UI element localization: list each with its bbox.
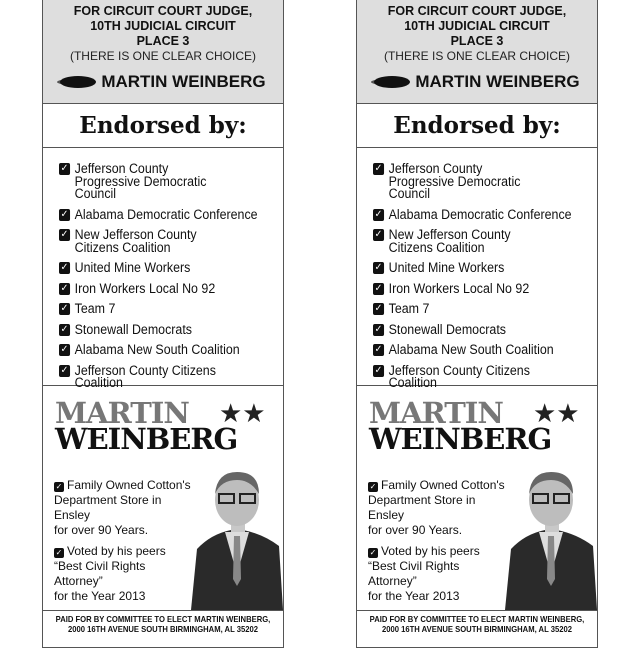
point-line: “Best Civil Rights Attorney” xyxy=(54,559,146,588)
header-line: FOR CIRCUIT COURT JUDGE, xyxy=(73,4,253,18)
checkbox-icon: ✓ xyxy=(60,303,69,314)
checkbox-icon: ✓ xyxy=(369,482,377,491)
point-line: for the Year 2013 xyxy=(54,589,146,603)
list-item xyxy=(59,280,265,296)
stars-icon: ★★ xyxy=(219,398,266,428)
header-line: PLACE 3 xyxy=(450,34,504,48)
checkbox-icon: ✓ xyxy=(60,344,69,355)
point-line: for over 90 Years. xyxy=(54,523,149,537)
endorsement-label: New Jefferson County Citizens Coalition xyxy=(74,227,197,255)
checkbox-icon: ✓ xyxy=(374,262,383,273)
endorsement-label: New Jefferson County Citizens Coalition xyxy=(388,227,511,255)
list-item xyxy=(373,303,579,316)
logo xyxy=(55,396,238,456)
checkbox-icon: ✓ xyxy=(374,344,383,355)
candidate-row xyxy=(357,72,597,92)
bullet-point xyxy=(368,478,508,538)
endorsed-title: Endorsed by: xyxy=(43,104,283,148)
point-line: ✓ Family Owned Cotton's xyxy=(55,478,191,492)
list-item xyxy=(59,163,265,201)
endorsement-label: Jefferson County Progressive Democratic Council xyxy=(388,161,521,201)
tagline: (THERE IS ONE CLEAR CHOICE) xyxy=(383,49,571,63)
endorsement-list xyxy=(357,148,597,390)
checkbox-icon: ✓ xyxy=(374,323,383,335)
logo-first: MARTIN xyxy=(55,396,189,430)
list-item xyxy=(59,262,265,275)
header-line: PLACE 3 xyxy=(136,34,190,48)
candidate-name: MARTIN WEINBERG xyxy=(415,72,580,91)
checkbox-icon: ✓ xyxy=(60,364,69,376)
endorsement-label: Alabama Democratic Conference xyxy=(388,206,572,222)
campaign-ad-card xyxy=(356,0,598,648)
checkbox-icon: ✓ xyxy=(374,163,383,174)
header xyxy=(43,0,283,104)
point-line: for the Year 2013 xyxy=(368,589,460,603)
list-item xyxy=(373,163,579,201)
checkbox-icon: ✓ xyxy=(374,229,383,240)
gavel-icon xyxy=(60,76,96,88)
point-line: Department Store in Ensley xyxy=(368,493,476,522)
endorsement-label: Jefferson County Progressive Democratic Council xyxy=(74,161,207,201)
list-item xyxy=(59,229,265,254)
checkbox-icon: ✓ xyxy=(374,282,383,294)
gavel-icon xyxy=(374,76,410,88)
endorsement-label: Stonewall Democrats xyxy=(388,321,506,337)
endorsement-label: Alabama New South Coalition xyxy=(74,342,240,357)
checkbox-icon: ✓ xyxy=(374,364,383,376)
point-line: ✓ Family Owned Cotton's xyxy=(369,478,505,492)
checkbox-icon: ✓ xyxy=(60,323,69,335)
logo-first: MARTIN xyxy=(369,396,503,430)
stars-icon: ★★ xyxy=(533,398,580,428)
candidate-photo xyxy=(191,464,283,610)
paid-for-disclaimer: PAID FOR BY COMMITTEE TO ELECT MARTIN WEINBERG, 2000 16TH AVENUE SOUTH BIRMINGHAM, AL 35202 xyxy=(55,614,271,634)
point-line: Department Store in Ensley xyxy=(54,493,162,522)
bullet-point xyxy=(368,544,508,604)
list-item xyxy=(373,344,579,357)
endorsement-label: United Mine Workers xyxy=(388,260,505,275)
header xyxy=(357,0,597,104)
point-line: ✓ Voted by his peers xyxy=(55,544,166,558)
endorsement-label: Jefferson County Citizens Coalition xyxy=(388,362,530,390)
list-item xyxy=(373,206,579,222)
logo-last: WEINBERG xyxy=(55,422,238,456)
checkbox-icon: ✓ xyxy=(369,548,377,557)
endorsement-label: Jefferson County Citizens Coalition xyxy=(74,362,216,390)
endorsement-label: Iron Workers Local No 92 xyxy=(74,280,216,296)
bullet-point xyxy=(54,544,194,604)
header-line: 10TH JUDICIAL CIRCUIT xyxy=(404,19,550,33)
checkbox-icon: ✓ xyxy=(374,208,383,220)
checkbox-icon: ✓ xyxy=(374,303,383,314)
logo xyxy=(369,396,552,456)
point-line: ✓ Voted by his peers xyxy=(369,544,480,558)
list-item xyxy=(59,321,265,337)
endorsement-label: Iron Workers Local No 92 xyxy=(388,280,530,296)
checkbox-icon: ✓ xyxy=(55,482,63,491)
candidate-section xyxy=(43,386,283,611)
endorsement-label: Alabama New South Coalition xyxy=(388,342,554,357)
list-item xyxy=(59,206,265,222)
point-line: “Best Civil Rights Attorney” xyxy=(368,559,460,588)
logo-last: WEINBERG xyxy=(369,422,552,456)
candidate-photo xyxy=(505,464,597,610)
header-line: 10TH JUDICIAL CIRCUIT xyxy=(90,19,236,33)
candidate-name: MARTIN WEINBERG xyxy=(101,72,266,91)
endorsement-label: Alabama Democratic Conference xyxy=(74,206,258,222)
list-item xyxy=(373,280,579,296)
endorsement-label: Stonewall Democrats xyxy=(74,321,192,337)
checkbox-icon: ✓ xyxy=(60,163,69,174)
checkbox-icon: ✓ xyxy=(60,282,69,294)
checkbox-icon: ✓ xyxy=(60,262,69,273)
endorsement-list xyxy=(43,148,283,390)
checkbox-icon: ✓ xyxy=(60,208,69,220)
point-line: for over 90 Years. xyxy=(368,523,463,537)
endorsement-label: United Mine Workers xyxy=(74,260,191,275)
bullet-point xyxy=(54,478,194,538)
endorsement-label: Team 7 xyxy=(74,301,116,316)
list-item xyxy=(373,229,579,254)
candidate-row xyxy=(43,72,283,92)
checkbox-icon: ✓ xyxy=(55,548,63,557)
endorsed-title: Endorsed by: xyxy=(357,104,597,148)
list-item xyxy=(59,344,265,357)
candidate-section xyxy=(357,386,597,611)
list-item xyxy=(373,262,579,275)
list-item xyxy=(59,303,265,316)
list-item xyxy=(373,321,579,337)
campaign-ad-card xyxy=(42,0,284,648)
header-line: FOR CIRCUIT COURT JUDGE, xyxy=(387,4,567,18)
endorsement-label: Team 7 xyxy=(388,301,430,316)
checkbox-icon: ✓ xyxy=(60,229,69,240)
paid-for-disclaimer: PAID FOR BY COMMITTEE TO ELECT MARTIN WEINBERG, 2000 16TH AVENUE SOUTH BIRMINGHAM, AL 35202 xyxy=(369,614,585,634)
tagline: (THERE IS ONE CLEAR CHOICE) xyxy=(69,49,257,63)
